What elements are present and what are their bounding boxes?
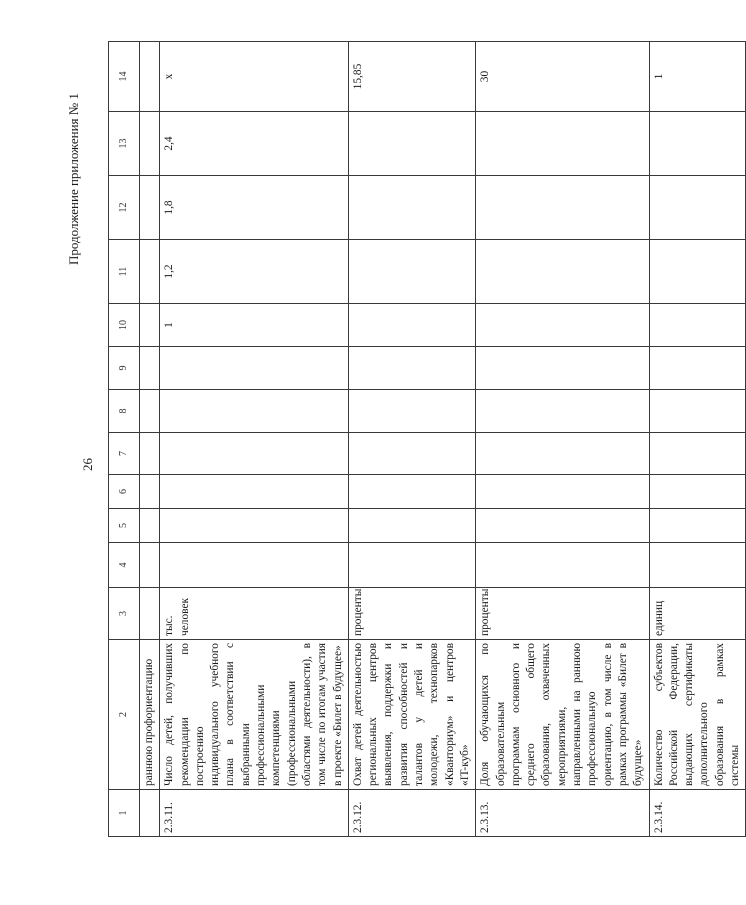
indicator-name: Количество субъектов Российской Федерации, выдающих сертификаты дополнительного образования в рамках системы [649,640,746,790]
value-cell: 1,8 [160,176,349,240]
row-number: 2.3.12. [348,790,475,837]
unit-cell: проценты [348,588,475,640]
table-row [476,42,649,837]
column-number: 6 [109,475,140,509]
column-number: 5 [109,509,140,543]
table-row [348,42,475,837]
row-number: 2.3.14. [649,790,746,837]
carry-over-row [140,42,160,837]
column-number-row [109,42,140,837]
column-number: 8 [109,390,140,433]
value-cell: x [160,42,349,112]
row-number: 2.3.13. [476,790,649,837]
column-number: 14 [109,42,140,112]
row-number: 2.3.11. [160,790,349,837]
value-cell: 1 [160,304,349,347]
column-number: 10 [109,304,140,347]
value-cell: 2,4 [160,112,349,176]
column-number: 13 [109,112,140,176]
value-cell: 30 [476,42,649,112]
column-number: 3 [109,588,140,640]
unit-cell: единиц [649,588,746,640]
column-number: 12 [109,176,140,240]
value-cell: 15,85 [348,42,475,112]
indicator-name: Доля обучающихся по образовательным программам основного и среднего общего образования, охваченных мероприятиями, направленными на раннюю профессиональную ориентацию, в том числе в рамках программы «Билет в будущее» [476,640,649,790]
indicators-table [108,41,746,837]
indicator-name: Число детей, получивших рекомендации по построению индивидуального учебного плана в соответствии с выбранными профессиональными компетенциями (профессиональными областями деятельности), в том числе по итогам участия в проекте «Билет в будущее» [160,640,349,790]
column-number: 11 [109,240,140,304]
unit-cell: тыс. человек [160,588,349,640]
continuation-label: Продолжение приложения № 1 [66,93,81,265]
indicator-name: Охват детей деятельностью региональных центров выявления, поддержки и развития способностей и талантов у детей и молодежи, технопарков «Кванториум» и центров «IT-куб» [348,640,475,790]
value-cell: 1 [649,42,746,112]
table-row [649,42,746,837]
column-number: 2 [109,640,140,790]
table-row [160,42,349,837]
column-number: 4 [109,543,140,588]
column-number: 9 [109,347,140,390]
column-number: 7 [109,433,140,475]
unit-cell: проценты [476,588,649,640]
page-number: 26 [80,458,95,471]
carry-over-text: раннюю профориентацию [140,640,160,790]
column-number: 1 [109,790,140,837]
value-cell: 1,2 [160,240,349,304]
